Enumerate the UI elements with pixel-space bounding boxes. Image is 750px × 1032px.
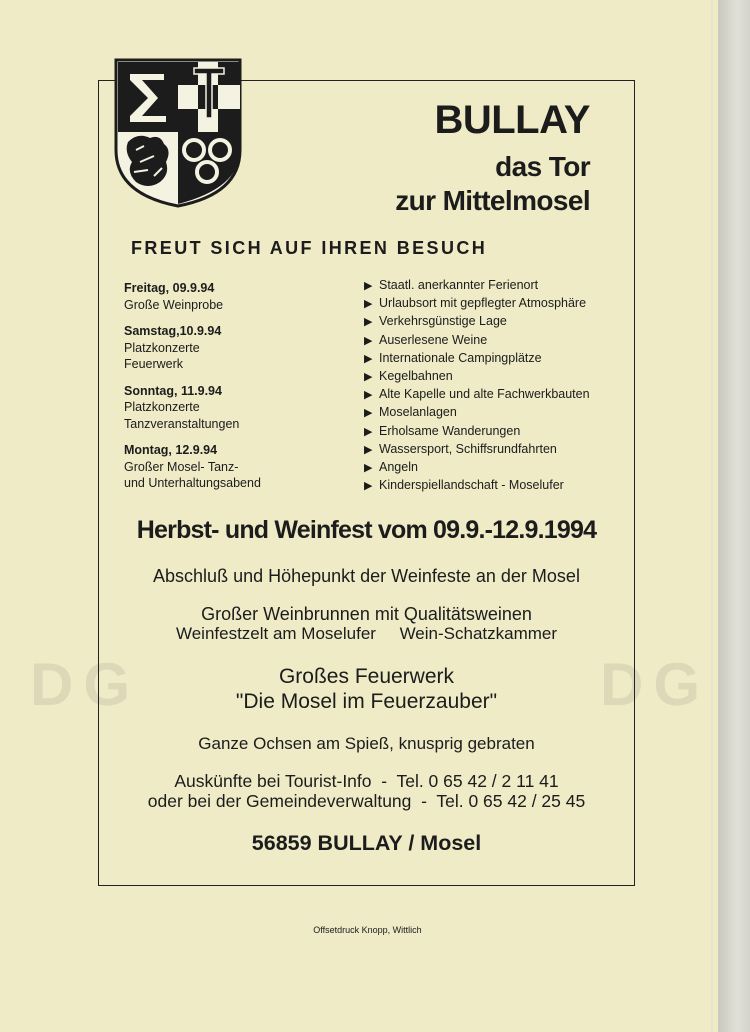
printer-credit: Offsetdruck Knopp, Wittlich (313, 925, 422, 935)
event-date: Montag, 12.9.94 (124, 443, 218, 457)
subtitle-line-1: das Tor (495, 151, 590, 182)
feature-item (364, 350, 634, 368)
triangle-bullet-icon: ▶ (364, 298, 373, 311)
event-line: Tanzveranstaltungen (124, 416, 240, 431)
tourist-info-line: Auskünfte bei Tourist-Info - Tel. 0 65 42 / 2 11 41 (174, 771, 559, 791)
triangle-bullet-icon: ▶ (364, 407, 373, 420)
feature-item (364, 277, 634, 295)
feature-item (364, 368, 634, 386)
fireworks-heading: Großes Feuerwerk (278, 665, 455, 688)
wine-fountain-line: Großer Weinbrunnen mit Qualitätsweinen (201, 604, 532, 624)
triangle-bullet-icon: ▶ (364, 334, 373, 347)
event-line: Platzkonzerte (124, 400, 200, 414)
feature-label: Internationale Campingplätze (379, 350, 542, 365)
event-monday (124, 442, 364, 492)
triangle-bullet-icon: ▶ (364, 316, 373, 329)
triangle-bullet-icon: ▶ (364, 352, 373, 365)
watermark-right: DG (600, 651, 710, 718)
feature-label: Alte Kapelle und alte Fachwerkbauten (379, 387, 590, 402)
feature-list (364, 277, 634, 495)
feature-item (364, 313, 634, 331)
feature-item (364, 295, 634, 313)
oxen-line: Ganze Ochsen am Spieß, knusprig gebraten (198, 734, 535, 753)
triangle-bullet-icon: ▶ (364, 389, 373, 402)
page-edge (718, 0, 750, 1032)
feature-label: Auserlesene Weine (379, 332, 488, 347)
triangle-bullet-icon: ▶ (364, 480, 373, 493)
event-line: Platzkonzerte (124, 340, 200, 355)
feature-label: Kinderspiellandschaft - Moselufer (379, 478, 564, 493)
feature-label: Urlaubsort mit gepflegter Atmosphäre (379, 296, 587, 311)
address-line: 56859 BULLAY / Mosel (251, 831, 482, 855)
triangle-bullet-icon: ▶ (364, 425, 373, 438)
town-title: BULLAY (434, 98, 590, 142)
feature-label: Erholsame Wanderungen (379, 423, 521, 438)
festival-tagline: Abschluß und Höhepunkt der Weinfeste an der Mosel (153, 566, 580, 586)
triangle-bullet-icon: ▶ (364, 462, 373, 475)
feature-label: Staatl. anerkannter Ferienort (379, 278, 539, 292)
coat-of-arms-icon (114, 58, 242, 208)
triangle-bullet-icon: ▶ (364, 443, 373, 456)
event-schedule (124, 280, 364, 502)
feature-item (364, 332, 634, 350)
feature-label: Wassersport, Schiffsrundfahrten (379, 441, 557, 456)
feature-item (364, 477, 634, 495)
event-saturday (124, 323, 364, 373)
festival-headline: Herbst- und Weinfest vom 09.9.-12.9.1994 (136, 516, 597, 544)
feature-item (364, 441, 634, 459)
feature-label: Angeln (379, 460, 418, 475)
event-friday (124, 280, 364, 313)
event-sunday (124, 383, 364, 433)
greeting-heading: FREUT SICH AUF IHREN BESUCH (131, 238, 488, 258)
feature-item (364, 386, 634, 404)
event-date: Sonntag, 11.9.94 (124, 383, 222, 398)
wine-tent-line: Weinfestzelt am Moselufer Wein-Schatzkammer (175, 624, 558, 643)
triangle-bullet-icon: ▶ (364, 280, 373, 292)
subtitle-line-2: zur Mittelmosel (395, 185, 590, 216)
event-date: Freitag, 09.9.94 (124, 281, 215, 295)
town-subtitle (395, 150, 590, 218)
fireworks-title: "Die Mosel im Feuerzauber" (235, 690, 498, 713)
feature-label: Kegelbahnen (379, 369, 453, 384)
feature-item (364, 404, 634, 422)
event-line: Große Weinprobe (124, 297, 224, 312)
event-line: Feuerwerk (124, 357, 184, 371)
event-date: Samstag,10.9.94 (124, 324, 222, 338)
feature-label: Verkehrsgünstige Lage (379, 314, 507, 329)
feature-item (364, 459, 634, 477)
event-line: und Unterhaltungsabend (124, 476, 261, 490)
triangle-bullet-icon: ▶ (364, 371, 373, 384)
feature-label: Moselanlagen (379, 405, 457, 420)
feature-item (364, 423, 634, 441)
event-line: Großer Mosel- Tanz- (124, 459, 239, 474)
municipality-info-line: oder bei der Gemeindeverwaltung - Tel. 0 65 42 / 25 45 (147, 791, 586, 811)
watermark-left: DG (30, 651, 140, 718)
page-edge-line (711, 0, 713, 1032)
